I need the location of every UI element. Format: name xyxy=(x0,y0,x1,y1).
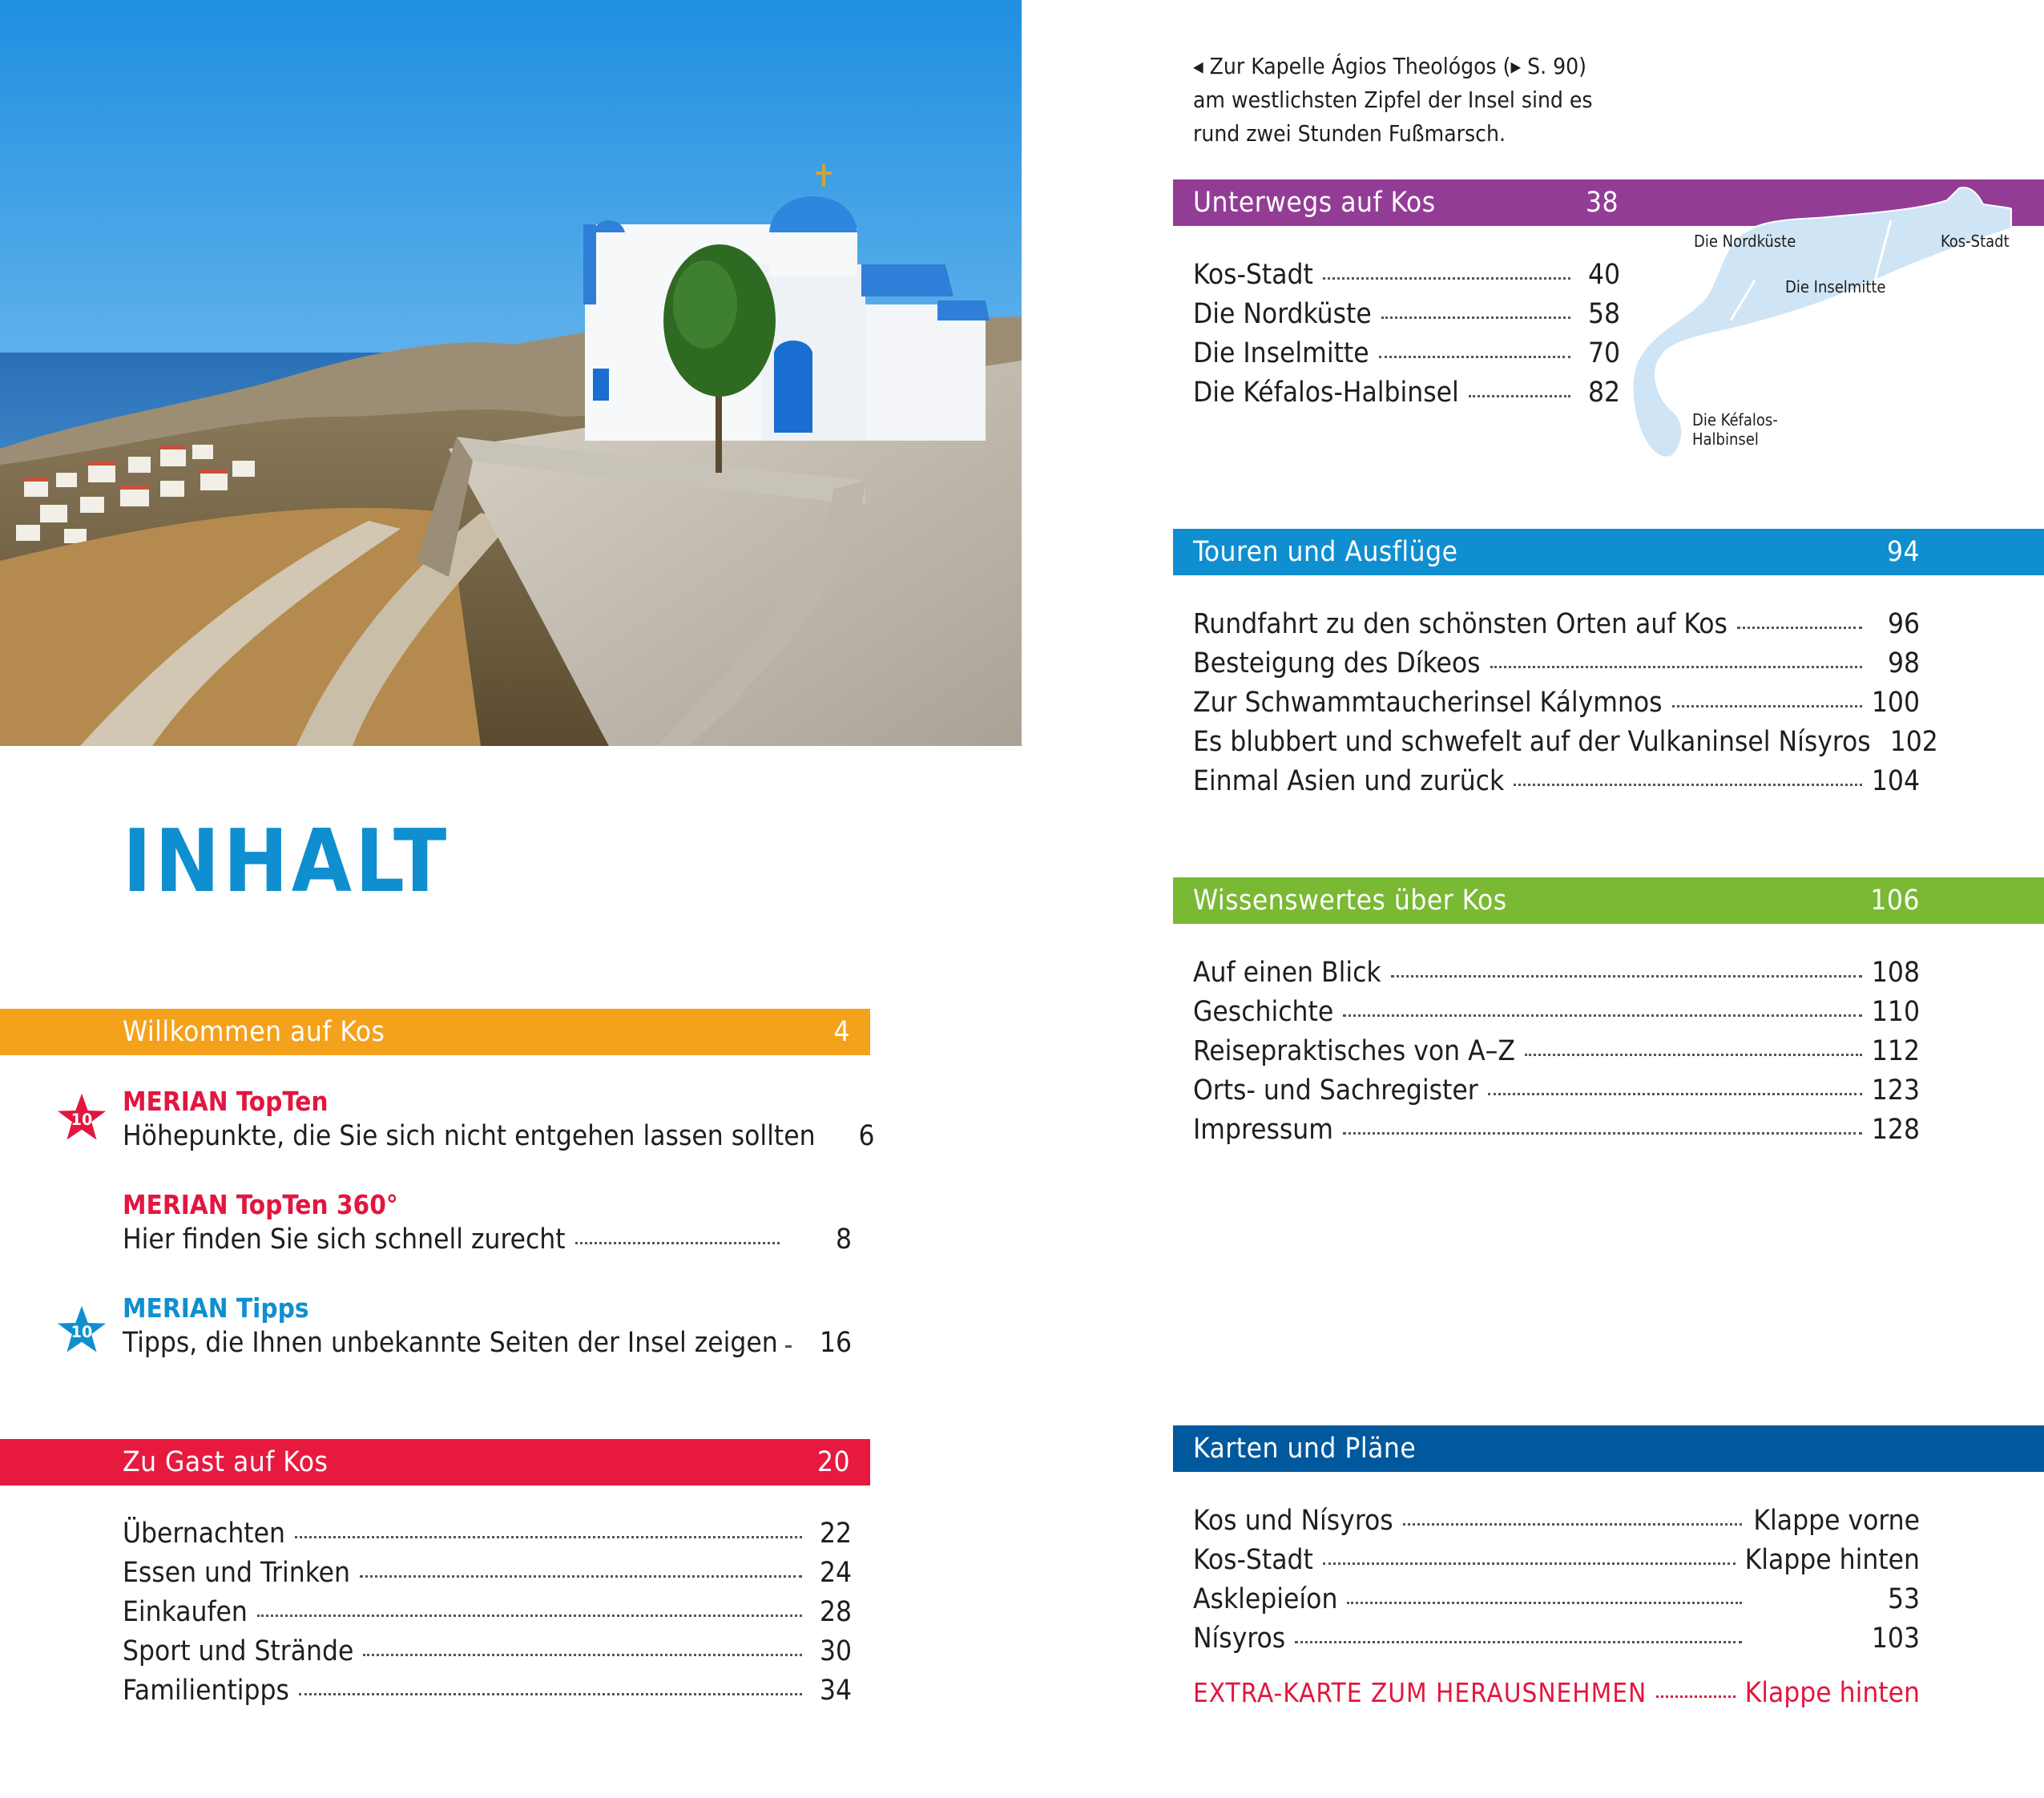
extra-map-label: EXTRA-KARTE ZUM HERAUSNEHMEN xyxy=(1193,1677,1647,1708)
toc-leader xyxy=(575,1242,780,1244)
toc-page: Klappe hinten xyxy=(1744,1544,1920,1576)
toc-row[interactable] xyxy=(123,1514,852,1554)
toc-page: 34 xyxy=(819,1675,852,1707)
section-title-unterwegs: Unterwegs auf Kos xyxy=(1193,187,1436,219)
toc-row-extra-karte[interactable] xyxy=(1193,1673,1920,1713)
caption-line-1 xyxy=(1193,50,1642,83)
section-bar-wissenswertes xyxy=(1173,877,2044,924)
section-bar-karten xyxy=(1173,1425,2044,1472)
toc-row[interactable] xyxy=(123,1671,852,1711)
photo-caption xyxy=(1193,50,1642,151)
toc-page: 102 xyxy=(1889,726,1938,758)
toc-row[interactable] xyxy=(1193,1032,1920,1071)
caption-page-ref: S. 90) xyxy=(1527,53,1586,79)
toc-label: Zur Schwammtaucherinsel Kálymnos xyxy=(1193,687,1663,719)
toc-page: 100 xyxy=(1871,687,1920,719)
toc-page: 16 xyxy=(820,1327,853,1359)
toc-label: Orts- und Sachregister xyxy=(1193,1074,1478,1107)
section-page-unterwegs: 38 xyxy=(1586,187,1619,219)
toc-row[interactable] xyxy=(1193,993,1920,1032)
caption-line-3: rund zwei Stunden Fußmarsch. xyxy=(1193,120,1506,147)
toc-leader xyxy=(295,1536,802,1538)
toc-page: 28 xyxy=(819,1596,852,1628)
toc-leader xyxy=(1343,1014,1862,1017)
toc-label: Einkaufen xyxy=(123,1596,248,1628)
toc-label: Familientipps xyxy=(123,1675,289,1707)
topten-title: MERIAN TopTen xyxy=(123,1086,329,1117)
toc-row[interactable] xyxy=(123,1632,852,1671)
toc-row[interactable] xyxy=(1193,373,1620,413)
toc-page: 53 xyxy=(1887,1583,1920,1615)
toc-page: 30 xyxy=(819,1635,852,1667)
section-page-touren: 94 xyxy=(1886,536,1920,568)
toc-leader xyxy=(257,1615,802,1617)
toc-page: 96 xyxy=(1887,608,1920,640)
toc-leader xyxy=(1403,1523,1742,1526)
triangle-right-icon: ▸ xyxy=(1510,53,1522,79)
toc-label: Besteigung des Díkeos xyxy=(1193,647,1481,679)
toc-label: Rundfahrt zu den schönsten Orten auf Kos xyxy=(1193,608,1728,640)
toc-page: 123 xyxy=(1871,1074,1920,1107)
toc-label: Sport und Strände xyxy=(123,1635,354,1667)
toc-leader xyxy=(299,1693,802,1695)
toc-row[interactable] xyxy=(1193,295,1620,334)
tipps-badge-number: 10 xyxy=(71,1322,93,1341)
toc-page: 82 xyxy=(1587,377,1620,409)
map-label-kefalos-2: Halbinsel xyxy=(1692,429,1759,449)
section-page-zugast: 20 xyxy=(816,1446,850,1478)
toc-leader xyxy=(1737,627,1862,629)
toc-row[interactable] xyxy=(1193,953,1920,993)
toc-page: 128 xyxy=(1871,1114,1920,1146)
map-label-kefalos-1: Die Kéfalos- xyxy=(1692,410,1778,429)
toc-row[interactable] xyxy=(1193,683,1920,723)
toc-leader xyxy=(1469,395,1570,397)
toc-leader xyxy=(1379,356,1570,358)
toc-label: Hier finden Sie sich schnell zurecht xyxy=(123,1224,566,1256)
toc-label: Es blubbert und schwefelt auf der Vulkaninsel Nísyros xyxy=(1193,726,1871,758)
toc-leader xyxy=(360,1575,802,1578)
toc-label: Kos-Stadt xyxy=(1193,259,1313,291)
toc-page: 110 xyxy=(1871,996,1920,1028)
toc-page: 103 xyxy=(1871,1623,1920,1655)
section-title-willkommen: Willkommen auf Kos xyxy=(123,1016,385,1048)
section-title-wissenswertes: Wissenswertes über Kos xyxy=(1193,885,1507,917)
toc-page: 40 xyxy=(1587,259,1620,291)
section-page-willkommen: 4 xyxy=(833,1016,850,1048)
kos-island-map xyxy=(1627,184,2043,465)
toc-page: 8 xyxy=(835,1224,852,1256)
toc-page: Klappe vorne xyxy=(1753,1505,1920,1537)
toc-leader xyxy=(1381,316,1570,319)
toc-row[interactable] xyxy=(1193,334,1620,373)
toc-label: Die Inselmitte xyxy=(1193,337,1369,369)
triangle-left-icon: ◂ xyxy=(1193,53,1203,79)
toc-label: Kos und Nísyros xyxy=(1193,1505,1393,1537)
toc-row[interactable] xyxy=(1193,1541,1920,1580)
section-bar-willkommen xyxy=(0,1009,870,1055)
toc-label: Nísyros xyxy=(1193,1623,1286,1655)
toc-row-topten360[interactable] xyxy=(123,1220,852,1260)
toc-leader xyxy=(1490,666,1862,668)
map-label-kos-stadt: Kos-Stadt xyxy=(1941,232,2010,251)
toc-row[interactable] xyxy=(123,1593,852,1632)
toc-row[interactable] xyxy=(1193,723,1938,762)
caption-text-1: Zur Kapelle Ágios Theológos ( xyxy=(1209,53,1511,79)
toc-leader xyxy=(1656,1695,1735,1698)
toc-label: Tipps, die Ihnen unbekannte Seiten der Insel zeigen xyxy=(123,1327,778,1359)
toc-page: 98 xyxy=(1887,647,1920,679)
toc-page: 24 xyxy=(819,1557,852,1589)
toc-label: Übernachten xyxy=(123,1518,285,1550)
section-bar-zugast xyxy=(0,1439,870,1486)
extra-map-page: Klappe hinten xyxy=(1744,1677,1920,1709)
topten-star-icon xyxy=(56,1092,107,1143)
toc-leader xyxy=(1488,1093,1862,1095)
map-label-inselmitte: Die Inselmitte xyxy=(1785,277,1886,296)
toc-label: Einmal Asien und zurück xyxy=(1193,765,1505,797)
toc-page: 6 xyxy=(858,1120,875,1152)
tipps-star-icon xyxy=(56,1304,107,1356)
toc-page: 70 xyxy=(1587,337,1620,369)
section-title-zugast: Zu Gast auf Kos xyxy=(123,1446,329,1478)
toc-row[interactable] xyxy=(1193,605,1920,644)
toc-row-topten[interactable] xyxy=(123,1117,875,1156)
toc-row[interactable] xyxy=(1193,644,1920,683)
toc-label: Höhepunkte, die Sie sich nicht entgehen lassen sollten xyxy=(123,1120,816,1152)
section-title-touren: Touren und Ausflüge xyxy=(1193,536,1458,568)
chapel-photo xyxy=(0,0,1022,746)
topten360-title: MERIAN TopTen 360° xyxy=(123,1189,398,1220)
toc-row[interactable] xyxy=(1193,1071,1920,1111)
toc-page: 58 xyxy=(1587,298,1620,330)
toc-row[interactable] xyxy=(1193,762,1920,801)
toc-row[interactable] xyxy=(1193,1502,1920,1541)
toc-label: Essen und Trinken xyxy=(123,1557,351,1589)
toc-page: 104 xyxy=(1871,765,1920,797)
topten-badge-number: 10 xyxy=(71,1110,93,1129)
toc-leader xyxy=(1391,975,1862,978)
toc-label: Asklepieíon xyxy=(1193,1583,1338,1615)
toc-label: Auf einen Blick xyxy=(1193,957,1381,989)
toc-page: 108 xyxy=(1871,957,1920,989)
toc-label: Reisepraktisches von A–Z xyxy=(1193,1035,1515,1067)
caption-line-2: am westlichsten Zipfel der Insel sind es xyxy=(1193,87,1593,113)
toc-row[interactable] xyxy=(123,1554,852,1593)
toc-label: Kos-Stadt xyxy=(1193,1544,1313,1576)
section-title-karten: Karten und Pläne xyxy=(1193,1433,1417,1465)
toc-leader xyxy=(1514,784,1862,786)
toc-row[interactable] xyxy=(1193,1580,1920,1619)
tipps-title: MERIAN Tipps xyxy=(123,1292,309,1324)
toc-row[interactable] xyxy=(1193,256,1620,295)
toc-page: 22 xyxy=(819,1518,852,1550)
toc-leader xyxy=(1347,1602,1742,1604)
toc-leader xyxy=(1295,1641,1742,1643)
toc-row[interactable] xyxy=(1193,1111,1920,1150)
toc-leader xyxy=(1525,1054,1862,1056)
toc-row-tipps[interactable] xyxy=(123,1324,852,1363)
toc-row[interactable] xyxy=(1193,1619,1920,1659)
toc-label: Die Nordküste xyxy=(1193,298,1372,330)
toc-leader xyxy=(363,1654,802,1656)
toc-leader xyxy=(1343,1132,1862,1135)
section-page-wissenswertes: 106 xyxy=(1870,885,1920,917)
map-label-nordkueste: Die Nordküste xyxy=(1694,232,1796,251)
toc-leader xyxy=(1323,1562,1736,1565)
toc-leader xyxy=(1672,705,1862,708)
toc-page: 112 xyxy=(1871,1035,1920,1067)
section-bar-touren xyxy=(1173,529,2044,575)
toc-label: Geschichte xyxy=(1193,996,1334,1028)
toc-label: Impressum xyxy=(1193,1114,1333,1146)
toc-leader xyxy=(1323,277,1570,280)
toc-label: Die Kéfalos-Halbinsel xyxy=(1193,377,1459,409)
page-title: INHALT xyxy=(123,812,450,912)
